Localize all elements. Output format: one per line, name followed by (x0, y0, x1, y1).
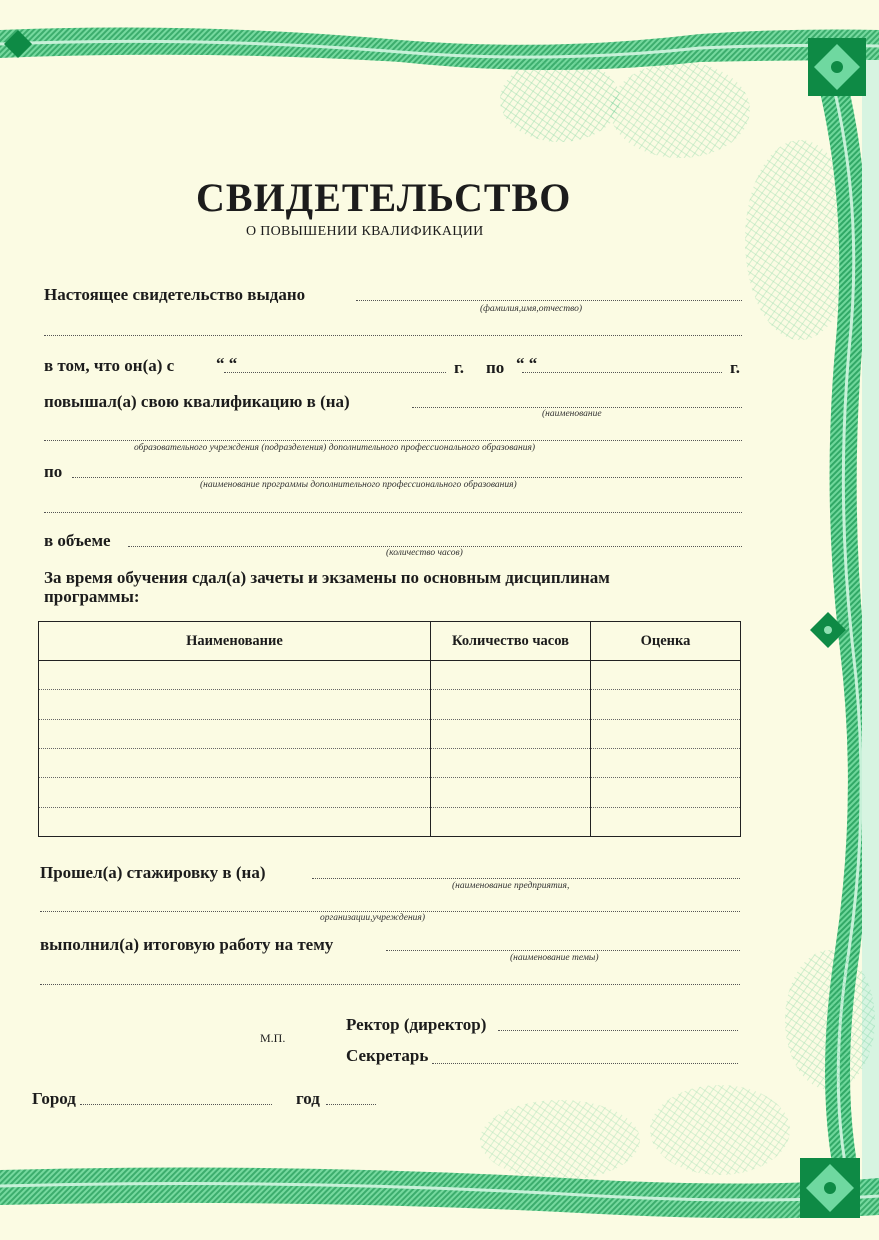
from-year-mark: г. (454, 358, 465, 377)
issued-to-label: Настоящее свидетельство выдано (44, 285, 306, 304)
internship-hint-2: организации,учреждения) (320, 913, 425, 923)
program-line-2[interactable] (44, 512, 742, 513)
volume-line[interactable] (128, 546, 742, 547)
final-work-line[interactable] (386, 950, 740, 951)
to-day-quotes: “ “ (516, 354, 538, 373)
corner-rosette-bottom-right (800, 1158, 860, 1218)
col-header-hours: Количество часов (431, 622, 591, 661)
secretary-signature-line[interactable] (432, 1063, 738, 1064)
final-work-label: выполнил(а) итоговую работу на тему (40, 935, 334, 954)
name-line-2[interactable] (44, 335, 742, 336)
cell-hours[interactable] (431, 778, 591, 807)
cell-grade[interactable] (591, 690, 741, 719)
grades-table-row (39, 748, 741, 777)
col-header-grade: Оценка (591, 622, 741, 661)
institution-hint-1: (наименование (542, 409, 602, 419)
grades-table-row (39, 719, 741, 748)
cell-grade[interactable] (591, 661, 741, 690)
volume-hint: (количество часов) (386, 548, 463, 558)
internship-label: Прошел(а) стажировку в (на) (40, 863, 266, 882)
document-title: СВИДЕТЕЛЬСТВО (196, 175, 572, 220)
col-header-name: Наименование (39, 622, 431, 661)
to-label: по (486, 358, 505, 377)
cell-hours[interactable] (431, 690, 591, 719)
rector-signature-line[interactable] (498, 1030, 738, 1031)
rector-label: Ректор (директор) (346, 1015, 487, 1034)
grades-table-row (39, 807, 741, 836)
grades-table-row (39, 661, 741, 690)
document-subtitle: О ПОВЫШЕНИИ КВАЛИФИКАЦИИ (246, 224, 484, 239)
cell-name[interactable] (39, 690, 431, 719)
cell-grade[interactable] (591, 778, 741, 807)
internship-hint-1: (наименование предприятия, (452, 881, 570, 891)
cell-hours[interactable] (431, 661, 591, 690)
cell-hours[interactable] (431, 807, 591, 836)
institution-line[interactable] (412, 407, 742, 408)
name-hint: (фамилия,имя,отчество) (480, 304, 582, 314)
institution-hint-2: образовательного учреждения (подразделения) дополнительного профессионального образования) (134, 443, 536, 453)
grades-table (38, 621, 741, 837)
name-line[interactable] (356, 300, 742, 301)
program-line[interactable] (72, 477, 742, 478)
grades-table-row (39, 690, 741, 719)
cell-name[interactable] (39, 778, 431, 807)
cell-hours[interactable] (431, 748, 591, 777)
final-work-line-2[interactable] (40, 984, 740, 985)
cell-hours[interactable] (431, 719, 591, 748)
corner-rosette-top-right (808, 38, 866, 96)
city-line[interactable] (80, 1104, 272, 1105)
cell-name[interactable] (39, 719, 431, 748)
to-year-mark: г. (730, 358, 741, 377)
cell-grade[interactable] (591, 748, 741, 777)
grades-table-row (39, 778, 741, 807)
cell-grade[interactable] (591, 807, 741, 836)
upgraded-at-label: повышал(а) свою квалификацию в (на) (44, 392, 350, 411)
program-label: по (44, 462, 63, 481)
program-hint: (наименование программы дополнительного профессионального образования) (200, 480, 517, 490)
cell-grade[interactable] (591, 719, 741, 748)
cell-name[interactable] (39, 807, 431, 836)
from-day-quotes: “ “ (216, 354, 238, 373)
from-date-line[interactable] (224, 372, 446, 373)
cell-name[interactable] (39, 661, 431, 690)
exams-text-1: За время обучения сдал(а) зачеты и экзамены по основным дисциплинам (44, 568, 610, 587)
internship-line-2[interactable] (40, 911, 740, 912)
secretary-label: Секретарь (346, 1046, 429, 1065)
internship-line[interactable] (312, 878, 740, 879)
city-label: Город (32, 1089, 76, 1108)
to-date-line[interactable] (522, 372, 722, 373)
from-label: в том, что он(а) с (44, 356, 175, 375)
year-label: год (296, 1089, 320, 1108)
exams-text-2: программы: (44, 587, 140, 606)
final-work-hint: (наименование темы) (510, 953, 599, 963)
stamp-place: М.П. (260, 1031, 286, 1045)
volume-label: в объеме (44, 531, 111, 550)
institution-line-2[interactable] (44, 440, 742, 441)
cell-name[interactable] (39, 748, 431, 777)
year-line[interactable] (326, 1104, 376, 1105)
grades-table-header (39, 622, 741, 661)
